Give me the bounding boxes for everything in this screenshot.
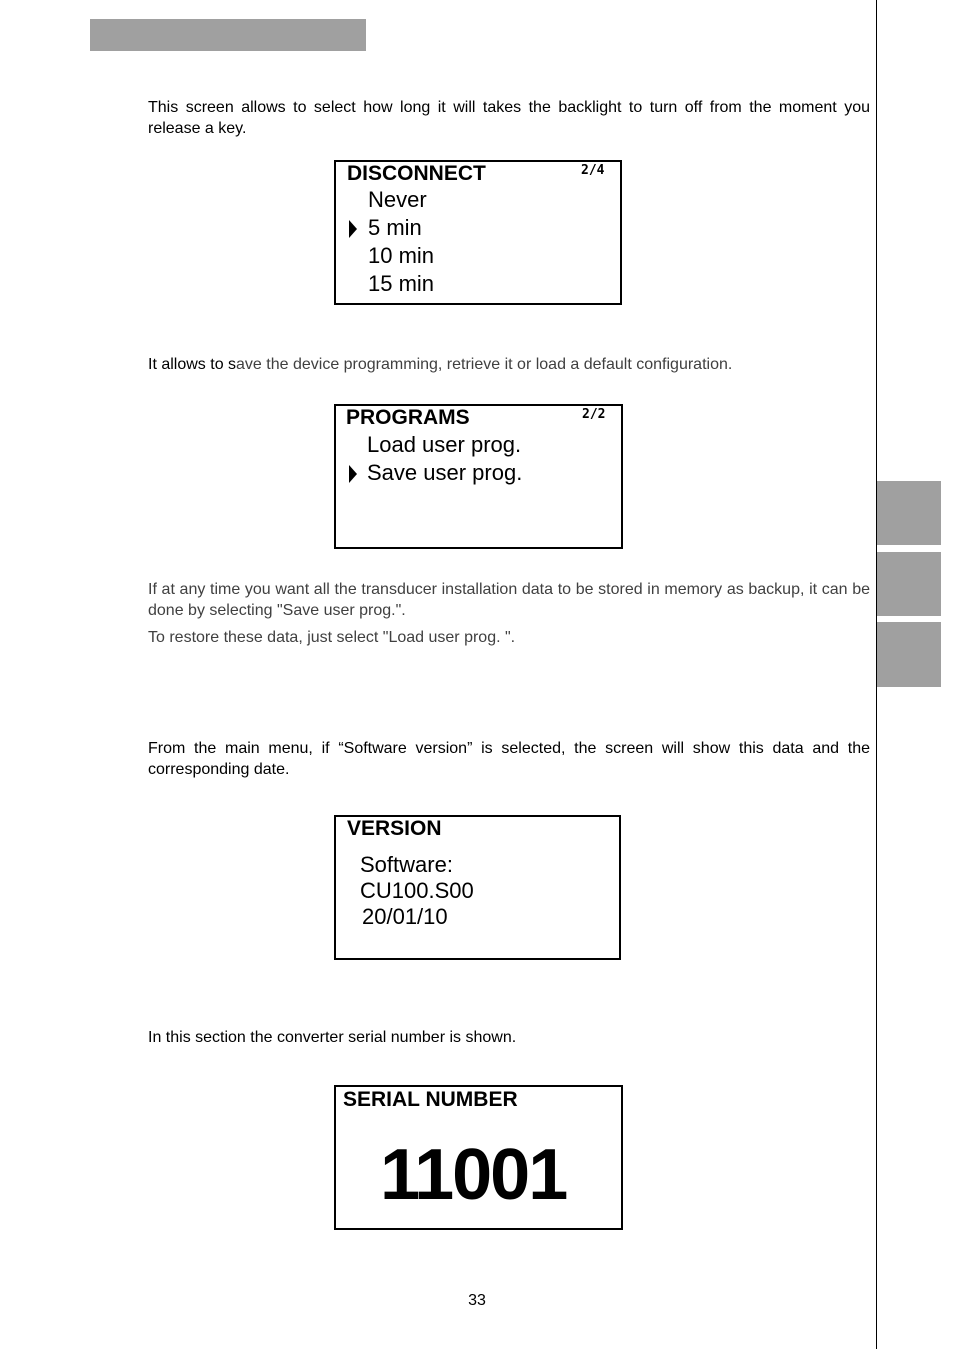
serial-number-value: 11001 (380, 1135, 567, 1215)
serial-description: In this section the converter serial number is shown. (148, 1029, 517, 1046)
software-version: CU100.S00 (360, 878, 474, 903)
selection-arrow-icon (349, 220, 357, 238)
lcd-title: DISCONNECT (347, 162, 486, 185)
header-bar (90, 19, 366, 51)
version-description: From the main menu, if “Software version” is selected, the screen will show this data and the corresponding date. (148, 740, 870, 778)
backup-note: If at any time you want all the transducer installation data to be stored in memory as backup, it can be done by selecting "Save user prog.". (148, 581, 870, 619)
lcd-title: PROGRAMS (346, 406, 470, 429)
menu-option-15min: 15 min (368, 271, 435, 296)
page-number: 33 (468, 1292, 486, 1309)
menu-option-5min: 5 min (368, 215, 422, 240)
lcd-page-indicator: 2/4 (581, 163, 605, 178)
menu-option-save-user-prog: Save user prog. (367, 460, 523, 485)
lcd-title: SERIAL NUMBER (343, 1088, 518, 1111)
menu-option-10min: 10 min (368, 243, 435, 268)
disconnect-description: This screen allows to select how long it will takes the backlight to turn off from the moment you release a key. (148, 99, 870, 137)
section-tab (877, 622, 941, 687)
version-lcd-screen (334, 815, 621, 960)
menu-option-load-user-prog: Load user prog. (367, 432, 522, 457)
section-tab (877, 552, 941, 616)
lcd-page-indicator: 2/2 (582, 407, 606, 422)
serial-lcd-screen (334, 1085, 623, 1230)
programs-lcd-screen (334, 404, 623, 549)
software-label: Software: (360, 852, 453, 877)
restore-note: To restore these data, just select "Load user prog. ". (148, 629, 516, 646)
programs-description: It allows to save the device programming, retrieve it or load a default configuration. (148, 356, 733, 373)
software-date: 20/01/10 (362, 904, 448, 929)
lcd-title: VERSION (347, 817, 442, 840)
section-tab (877, 481, 941, 545)
selection-arrow-icon (349, 465, 357, 483)
menu-option-never: Never (368, 187, 427, 212)
disconnect-lcd-screen (334, 160, 622, 305)
